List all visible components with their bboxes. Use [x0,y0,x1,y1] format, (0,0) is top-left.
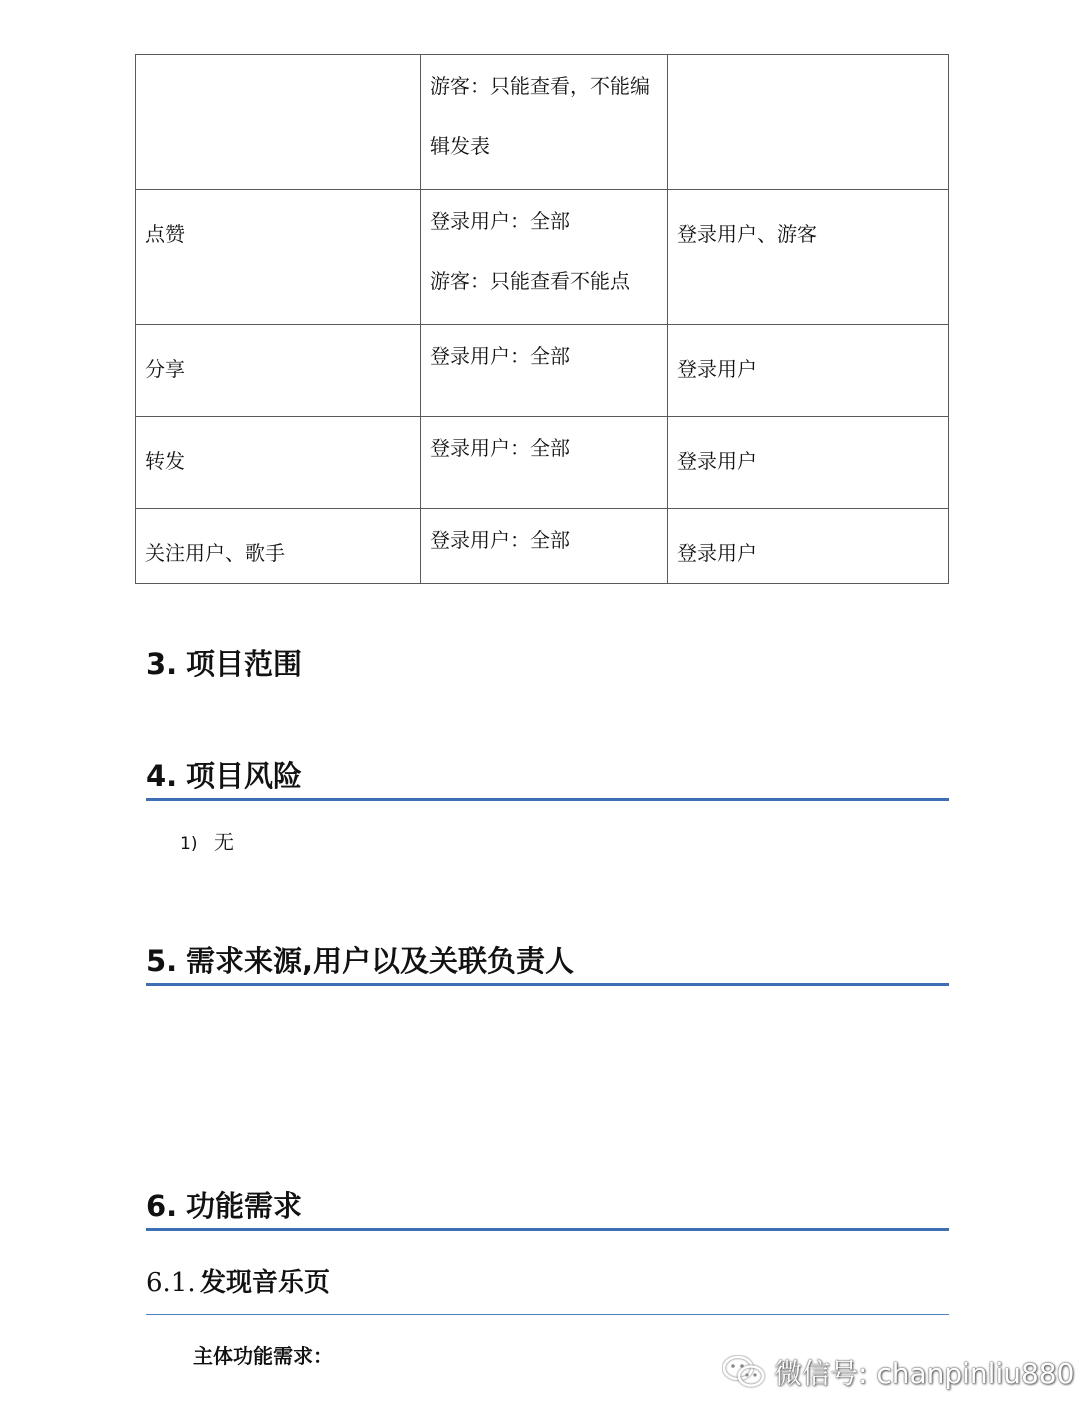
section-title: 项目范围 [186,647,303,681]
table-row [136,325,949,417]
permission-line: 辑发表 [430,134,490,158]
section-number: 5. [146,944,178,978]
section-heading-risk [146,756,949,796]
permission-line: 游客：只能查看不能点 [430,269,630,293]
table-cell-roles [668,55,949,190]
list-item-text: 无 [214,830,234,854]
table-cell-permissions [421,509,668,584]
section-number: 3. [146,647,178,681]
table-cell-feature: 转发 [136,417,421,509]
section-heading-sources [146,941,949,981]
permission-line: 游客：只能查看，不能编 [430,74,650,98]
section-title: 需求来源,用户以及关联负责人 [186,944,575,978]
table-cell-permissions [421,55,668,190]
heading-divider [146,1228,949,1231]
subsection-heading-discover-music [146,1265,330,1301]
table-cell-roles: 登录用户 [668,509,949,584]
section-heading-functional [146,1186,949,1226]
watermark-text: 微信号: chanpinliu880 [774,1357,1075,1390]
table-cell-roles: 登录用户、游客 [668,190,949,325]
table-cell-feature: 分享 [136,325,421,417]
table-row [136,55,949,190]
main-feature-requirements-label: 主体功能需求： [193,1344,333,1368]
permission-line: 登录用户：全部 [430,528,570,552]
list-item [180,828,234,858]
table-cell-permissions [421,325,668,417]
table-cell-roles: 登录用户 [668,417,949,509]
subsection-title: 发现音乐页 [200,1268,331,1298]
heading-divider [146,983,949,986]
table-cell-feature [136,55,421,190]
table-cell-permissions [421,417,668,509]
table-row [136,509,949,584]
wechat-icon [722,1355,766,1389]
section-title: 项目风险 [186,759,303,793]
subheading-divider [146,1314,949,1315]
section-number: 4. [146,759,178,793]
table-row [136,190,949,325]
permissions-table [135,54,949,584]
heading-divider [146,798,949,801]
watermark [722,1352,1074,1392]
section-number: 6. [146,1189,178,1223]
subsection-number: 6.1. [146,1268,196,1298]
permission-line: 登录用户：全部 [430,436,570,460]
table-cell-feature: 点赞 [136,190,421,325]
table-row [136,417,949,509]
table-cell-roles: 登录用户 [668,325,949,417]
list-marker: 1) [180,834,198,854]
section-title: 功能需求 [186,1189,303,1223]
permission-line: 登录用户：全部 [430,209,570,233]
table-cell-permissions [421,190,668,325]
section-heading-scope [146,644,949,684]
permission-line: 登录用户：全部 [430,344,570,368]
table-cell-feature: 关注用户、歌手 [136,509,421,584]
